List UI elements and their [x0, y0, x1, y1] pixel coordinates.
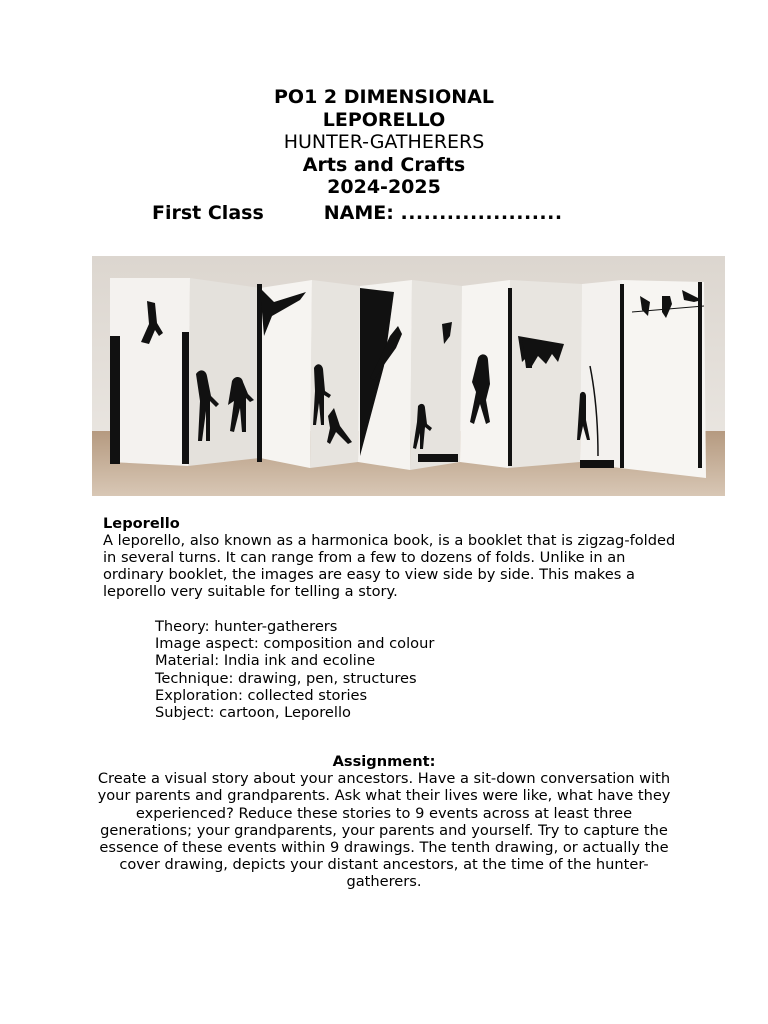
subject-title: Arts and Crafts	[302, 153, 466, 176]
course-code-title: PO1 2 DIMENSIONAL	[274, 86, 494, 108]
fact-technique: Technique: drawing, pen, structures	[155, 669, 417, 687]
project-title: LEPORELLO	[322, 108, 446, 131]
assignment-section	[94, 753, 674, 891]
name-blank: .....................	[400, 202, 563, 224]
assignment-paragraph: Create a visual story about your ancestors. Have a sit-down conversation with your parents and grandparents. Ask what their lives were like, what have they experienced? Reduce these stories to 9 events across at least three generations; your grandparents, your parents and yourself. Try to capture the essence of these events within 9 drawings. The tenth drawing, or actually the cover drawing, depicts your distant ancestors, at the time of the hunter-gatherers.	[97, 770, 671, 891]
fact-material: Material: India ink and ecoline	[155, 652, 376, 670]
school-year: 2024-2025	[327, 176, 441, 198]
fact-exploration: Exploration: collected stories	[155, 686, 368, 704]
assignment-heading: Assignment:	[332, 753, 436, 770]
name-colon: :	[386, 202, 394, 224]
document-header	[0, 86, 768, 199]
class-name-line	[152, 202, 563, 224]
class-label: First Class	[152, 202, 264, 224]
fact-theory: Theory: hunter-gatherers	[155, 618, 338, 635]
fact-image-aspect: Image aspect: composition and colour	[155, 635, 435, 653]
fact-subject: Subject: cartoon, Leporello	[155, 704, 351, 722]
leporello-intro	[103, 515, 683, 600]
theme-title: HUNTER-GATHERERS	[283, 131, 485, 153]
name-label: NAME	[323, 202, 387, 224]
intro-heading: Leporello	[103, 515, 180, 532]
project-facts	[155, 618, 434, 721]
leporello-photo	[92, 256, 725, 496]
intro-paragraph: A leporello, also known as a harmonica book, is a booklet that is zigzag-folded in several turns. It can range from a few to dozens of folds. Unlike in an ordinary booklet, the images are easy to view side by side. This makes a leporello very suitable for telling a story.	[103, 532, 676, 600]
